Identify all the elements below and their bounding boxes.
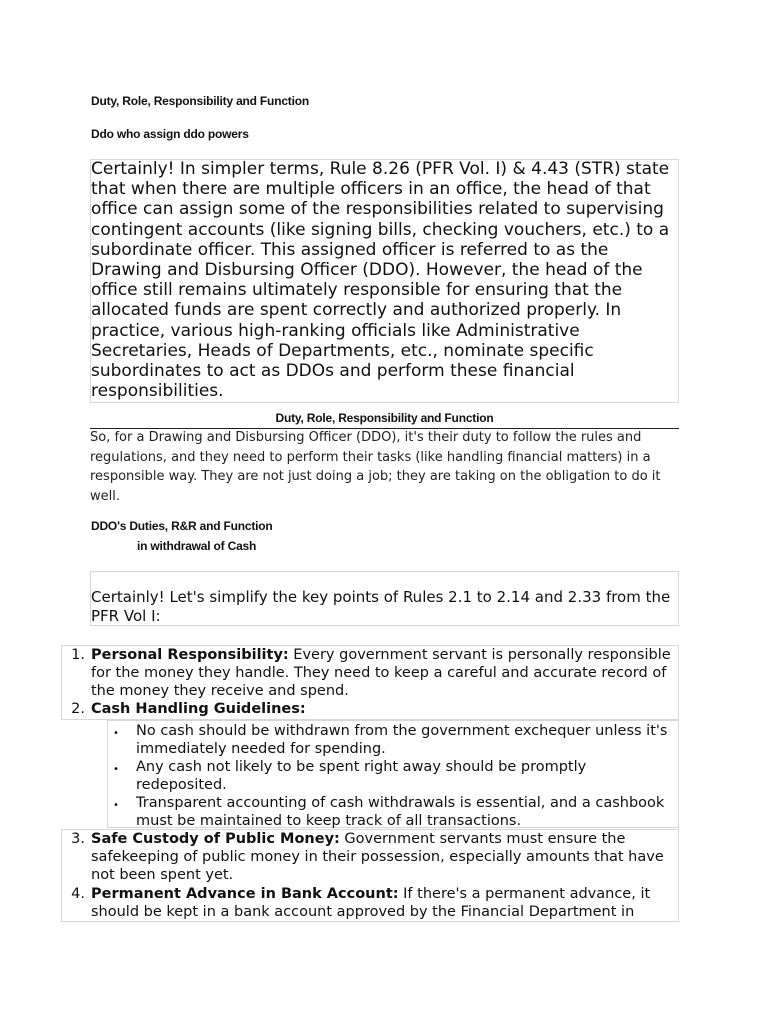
bullet-list-box [107,720,679,828]
paragraph-box-2 [90,571,679,626]
subheading-ddo-powers: Ddo who assign ddo powers [91,127,249,141]
paragraph-ddo-assignment: Certainly! In simpler terms, Rule 8.26 (PFR Vol. I) & 4.43 (STR) state that when there are multiple officers in an office, the head of that office can assign some of the responsibilities related to supervising contingent accounts (like signing bills, checking vouchers, etc.) to a subordinate officer. This assigned officer is referred to as the Drawing and Disbursing Officer (DDO). However, the head of the office still remains ultimately responsible for ensuring that the allocated funds are spent correctly and authorized properly. In practice, various high-ranking officials like Administrative Secretaries, Heads of Departments, etc., nominate specific subordinates to act as DDOs and perform these financial responsibilities. [91,159,670,402]
bullet-icon: • [113,764,119,775]
list-number: 2. [71,701,85,717]
list-item-label: Cash Handling Guidelines: [91,701,306,717]
list-item-label: Safe Custody of Public Money: [91,831,340,847]
paragraph-ddo-duty: So, for a Drawing and Disbursing Officer (DDO), it's their duty to follow the rules and regulations, and they need to perform their tasks (like handling financial matters) in a responsible way. They are not just doing a job; they are taking on the obligation to do it well. [90,430,661,504]
bullet-text: No cash should be withdrawn from the government exchequer unless it's immediately needed for spending. [136,723,668,757]
bullet-text: Any cash not likely to be spent right away should be promptly redeposited. [136,759,587,793]
section-title: Duty, Role, Responsibility and Function [275,411,494,425]
page-heading: Duty, Role, Responsibility and Function [91,94,309,108]
bullet-icon: • [113,800,119,811]
list-item-box-1 [61,645,679,720]
subheading-withdrawal: in withdrawal of Cash [137,539,257,553]
bullet-item [108,758,680,794]
list-item-label: Permanent Advance in Bank Account: [91,886,399,902]
paragraph-rules-intro: Certainly! Let's simplify the key points of Rules 2.1 to 2.14 and 2.33 from the PFR Vol I: [91,588,671,625]
bullet-icon: • [113,728,119,739]
list-item-text: Government servants must ensure the safekeeping of public money in their possession, especially amounts that have not been spent yet. [91,831,664,883]
list-item-label: Personal Responsibility: [91,647,289,663]
list-number: 1. [71,647,85,663]
bullet-text: Transparent accounting of cash withdrawals is essential, and a cashbook must be maintained to keep track of all transactions. [136,795,665,829]
bullet-item [108,722,680,758]
list-number: 4. [71,886,85,902]
paragraph-box-1 [90,159,679,403]
list-item-text: Every government servant is personally responsible for the money they handle. They need to keep a careful and accurate record of the money they receive and spend. [91,647,671,699]
list-item-text: If there's a permanent advance, it should be kept in a bank account approved by the Financial Department in [91,886,651,920]
list-item-box-2 [61,829,679,922]
subheading-ddo-duties: DDO's Duties, R&R and Function [91,519,273,533]
list-number: 3. [71,831,85,847]
bullet-item [108,794,680,830]
